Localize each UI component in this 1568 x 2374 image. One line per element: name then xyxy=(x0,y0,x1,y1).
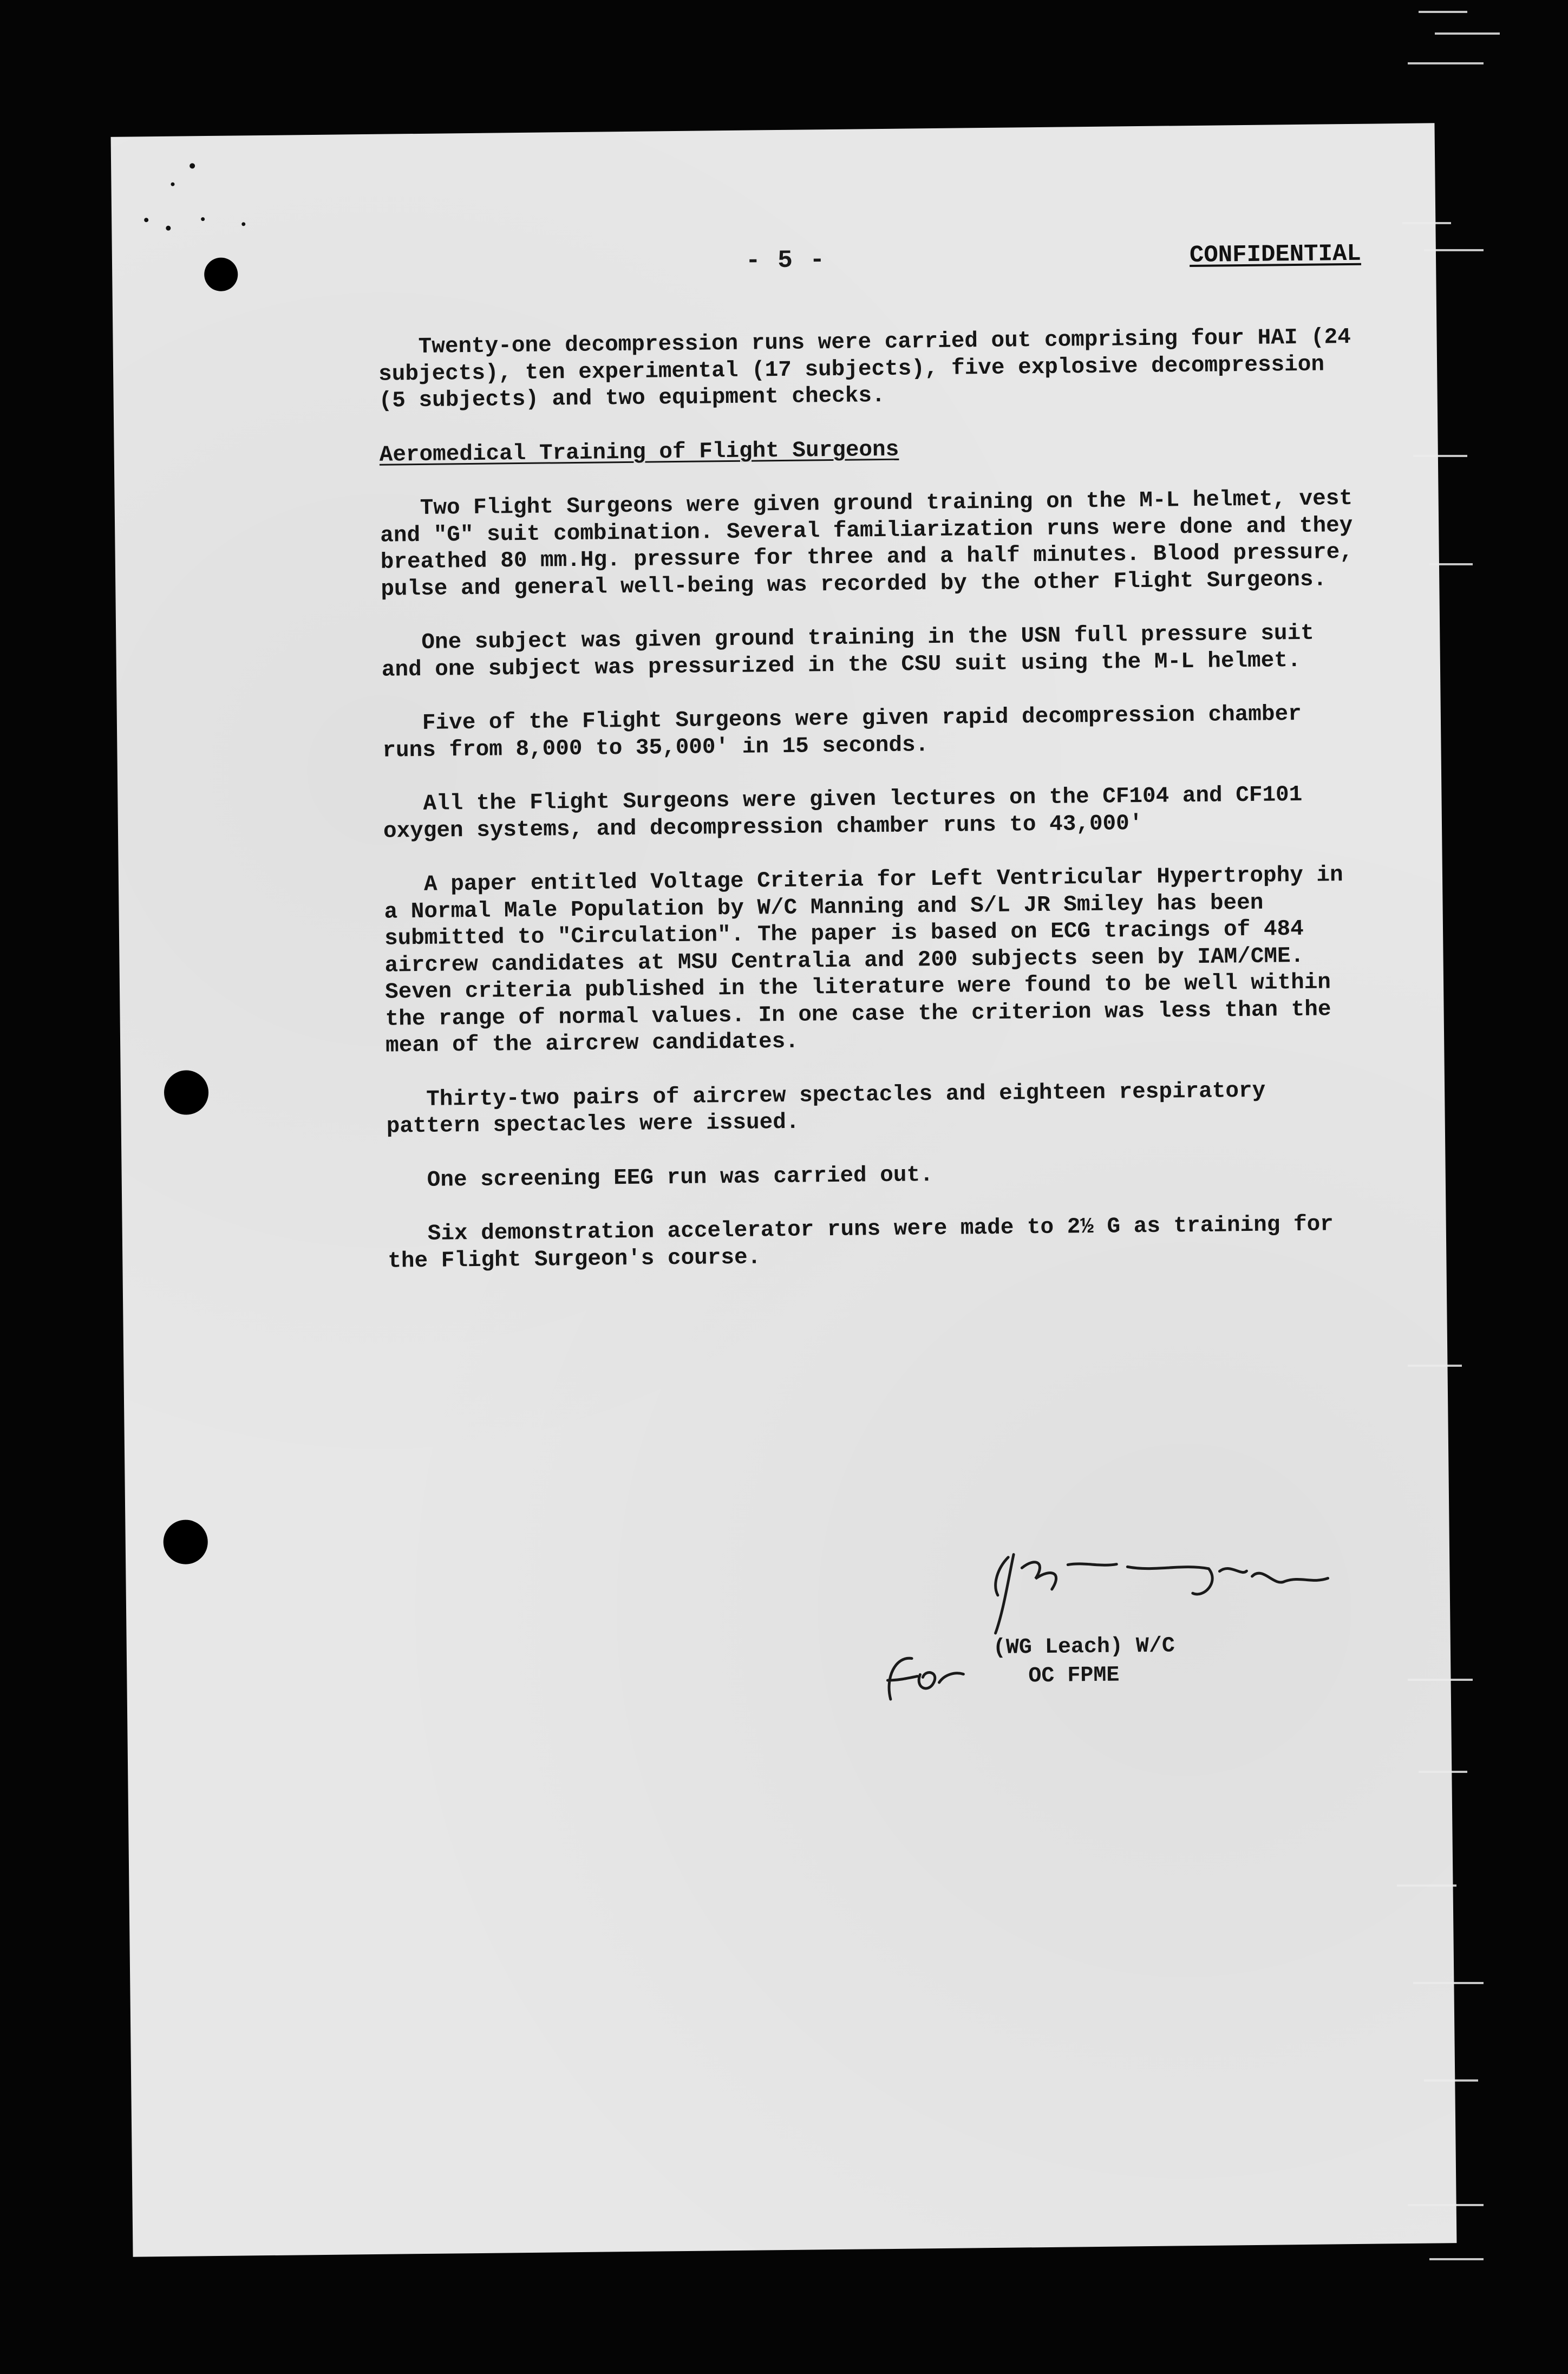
paragraph-rapid-decompression: Five of the Flight Surgeons were given rapid decompression chamber runs from 8,000 to 35,000' in 15 seconds. xyxy=(382,701,1302,764)
page-number: - 5 - xyxy=(745,246,826,275)
punch-hole-top xyxy=(204,257,238,291)
film-scratch xyxy=(1435,32,1500,35)
signature-block xyxy=(873,1532,1362,1753)
paragraph-lectures: All the Flight Surgeons were given lectures on the CF104 and CF101 oxygen systems, and decompression chamber runs to 43,000' xyxy=(383,782,1303,844)
paragraph-spectacles: Thirty-two pairs of aircrew spectacles and eighteen respiratory pattern spectacles were issued. xyxy=(386,1078,1266,1139)
speck xyxy=(171,182,174,186)
punch-hole-middle xyxy=(164,1070,209,1115)
section-heading: Aeromedical Training of Flight Surgeons xyxy=(379,437,899,468)
paragraph-accelerator: Six demonstration accelerator runs were made to 2½ G as training for the Flight Surgeon's course. xyxy=(388,1212,1334,1274)
film-scratch xyxy=(1419,1771,1467,1773)
speck xyxy=(201,217,205,221)
film-scratch xyxy=(1402,222,1451,224)
report-body xyxy=(378,324,1363,1302)
film-scratch xyxy=(1413,1982,1484,1984)
paragraph-ground-training: Two Flight Surgeons were given ground training on the M-L helmet, vest and "G" suit combination. Several familiarization runs were done and they breathed 80 mm.Hg. pressure for three and a half minutes. Blood pressure, pulse and general well-being was recorded by the other Flight Surgeons. xyxy=(380,486,1354,602)
film-scratch xyxy=(1397,1884,1456,1887)
paragraph-paper-submitted: A paper entitled Voltage Criteria for Left Ventricular Hypertrophy in a Normal Male Population by W/C Manning and S/L JR Smiley has been submitted to "Circulation". The paper is based on ECG tracings of 484 aircrew candidates at MSU Centralia and 200 subjects seen by IAM/CME. Seven criteria published in the literature were found to be well within the range of normal values. In one case the criterion was less than the mean of the aircrew candidates. xyxy=(384,863,1343,1059)
film-scratch xyxy=(1429,2258,1484,2260)
speck xyxy=(241,222,245,226)
film-scratch xyxy=(1424,2079,1478,2082)
film-scratch xyxy=(1429,563,1473,565)
film-scratch xyxy=(1408,62,1484,64)
film-scratch xyxy=(1408,1679,1473,1681)
film-scratch xyxy=(1408,1365,1462,1367)
film-scratch xyxy=(1424,249,1484,251)
speck xyxy=(190,163,195,168)
classification-marking: CONFIDENTIAL xyxy=(1189,240,1362,270)
document-page xyxy=(111,123,1457,2256)
signatory-title: OC FPME xyxy=(1028,1663,1120,1689)
paragraph-eeg: One screening EEG run was carried out. xyxy=(427,1162,933,1193)
speck xyxy=(144,218,148,222)
film-scratch xyxy=(1419,11,1467,13)
speck xyxy=(166,226,171,231)
film-scratch xyxy=(1413,455,1467,457)
punch-hole-bottom xyxy=(163,1519,208,1564)
paragraph-decompression-runs: Twenty-one decompression runs were carried out comprising four HAI (24 subjects), ten experimental (17 subjects), five explosive decompression (5 subjects) and two equipment checks. xyxy=(378,324,1351,414)
signatory-name: (WG Leach) W/C xyxy=(992,1634,1175,1660)
film-scratch xyxy=(1408,2204,1484,2206)
paragraph-pressure-suit: One subject was given ground training in the USN full pressure suit and one subject was pressurized in the CSU suit using the M-L helmet. xyxy=(381,621,1315,683)
